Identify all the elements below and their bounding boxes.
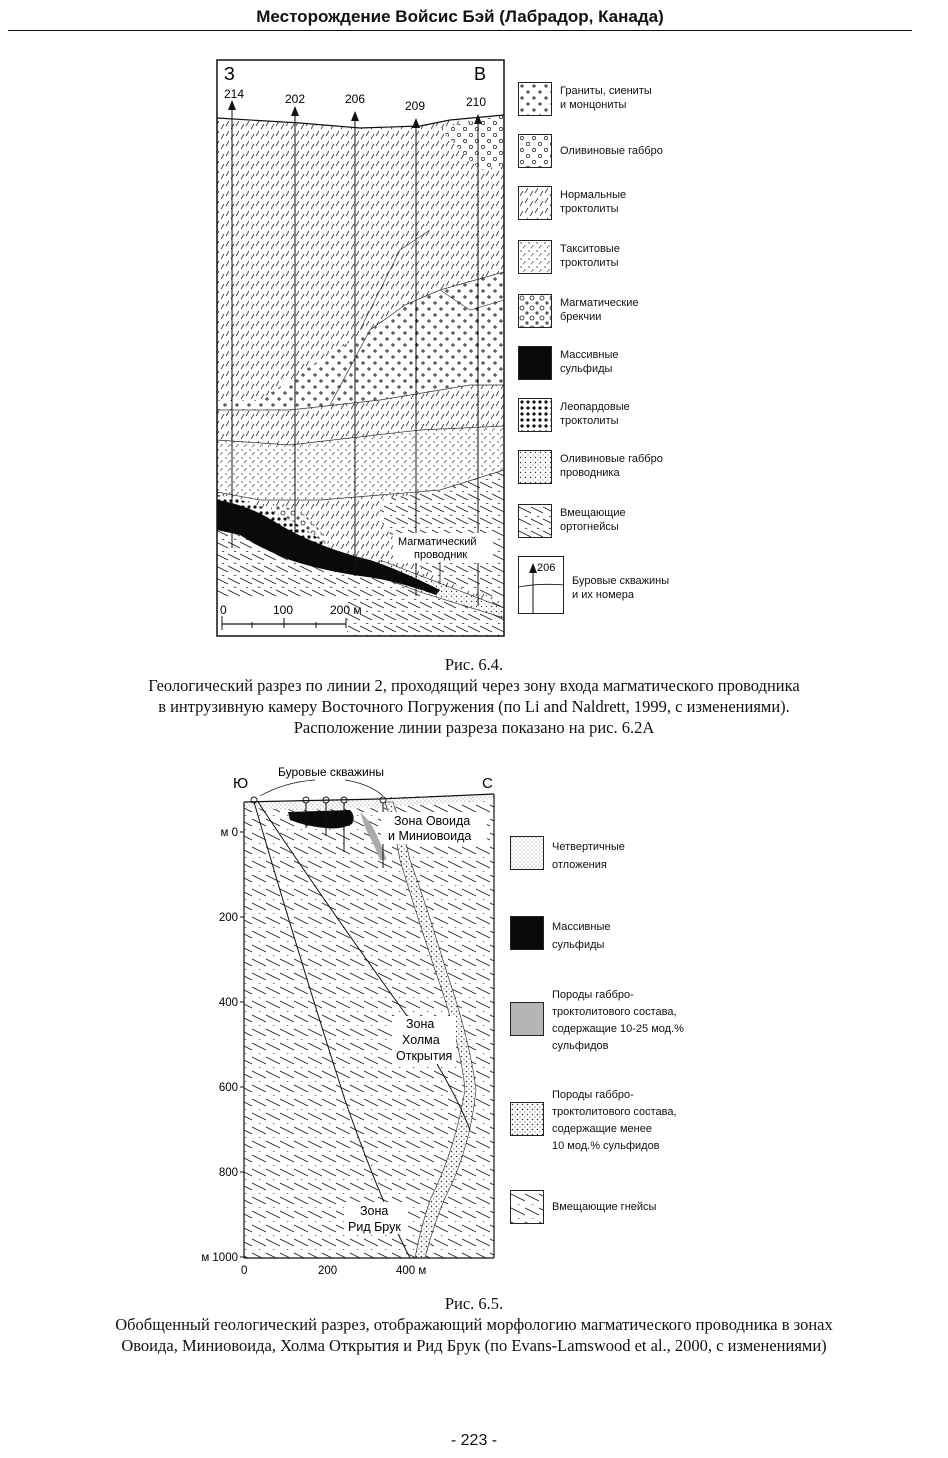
distance-label: 200: [318, 1265, 338, 1277]
depth-label: 600: [218, 1082, 238, 1094]
scale-label: 0: [220, 603, 227, 617]
fig2-legend: Четвертичные отложения Массивные сульфиды Породы габбро- троктолитового состава, содержащие 10-25 мод.% сульфидов Породы габбро- троктолитового состава, содержащие менее 10 мод.% сульфидов Вмещающие гнейсы: [510, 836, 750, 1236]
normal-swatch: [518, 186, 552, 220]
zone-ovoid-label: и Миниовоида: [388, 829, 472, 843]
zone-reid-label: Зона: [360, 1204, 389, 1218]
taxitic-swatch: [518, 240, 552, 274]
well-swatch: [518, 556, 564, 614]
caption-line: Обобщенный геологический разрез, отображающий морфологию магматического проводника в зонах: [115, 1315, 833, 1334]
fig2-north-label: С: [482, 775, 493, 792]
caption-line: в интрузивную камеру Восточного Погружения (по Li and Naldrett, 1999, с изменениями).: [158, 697, 790, 716]
gneiss-swatch-2: [510, 1190, 544, 1224]
breccia-swatch: [518, 294, 552, 328]
gneiss-swatch: [518, 504, 552, 538]
caption-number: Рис. 6.4.: [444, 655, 504, 674]
scale-label: 200 м: [330, 603, 362, 617]
olivine-swatch: [518, 134, 552, 168]
conduit-label: проводник: [414, 549, 468, 561]
zone-ovoid-label: Зона Овоида: [394, 814, 471, 828]
quaternary-swatch: [510, 836, 544, 870]
massive-swatch: [518, 346, 552, 380]
figure-6-4-cross-section: [0, 0, 948, 650]
caption-line: Геологический разрез по линии 2, проходящий через зону входа магматического проводника: [148, 676, 800, 695]
depth-label: 400: [218, 997, 238, 1009]
scale-label: 100: [273, 603, 294, 617]
zone-hill-label: Холма: [402, 1033, 440, 1047]
fig1-well-number: 214: [224, 87, 245, 101]
leopard-swatch: [518, 398, 552, 432]
distance-label: 0: [241, 1265, 248, 1277]
fig2-south-label: Ю: [233, 775, 249, 792]
figure-6-5-caption: [0, 1293, 948, 1356]
depth-label: м 1000: [201, 1252, 238, 1264]
dotted-swatch: [510, 1102, 544, 1136]
fig1-well-number: 206: [345, 92, 366, 106]
depth-label: 200: [218, 912, 238, 924]
caption-number: Рис. 6.5.: [444, 1294, 504, 1313]
zone-reid-label: Рид Брук: [348, 1220, 401, 1234]
fig1-well-number: 202: [285, 92, 306, 106]
depth-label: м 0: [220, 827, 238, 839]
figure-6-4-caption: [0, 654, 948, 738]
caption-line: Расположение линии разреза показано на рис. 6.2А: [293, 718, 655, 737]
svg-text:206: 206: [537, 562, 556, 574]
running-header: Месторождение Войсис Бэй (Лабрадор, Канада): [8, 6, 912, 31]
zone-hill-label: Открытия: [396, 1049, 453, 1063]
page-number: - 223 -: [450, 1432, 498, 1449]
fig1-west-label: З: [224, 64, 235, 84]
fig2-wells-label: Буровые скважины: [278, 765, 384, 779]
fig1-well-number: 210: [466, 95, 487, 109]
distance-label: 400 м: [396, 1265, 427, 1277]
figure-6-5-cross-section: [0, 760, 948, 1280]
massive-swatch-2: [510, 916, 544, 950]
fig1-legend: Граниты, сиениты и монцониты Оливиновые габбро Нормальные троктолиты Такситовые троктолиты Магматические брекчии Массивные сульфиды Леопардовые троктолиты Оливиновые габбро проводника Вмещающие ортогнейсы 206 Буровые скважины и их номера: [518, 82, 748, 632]
depth-label: 800: [218, 1167, 238, 1179]
caption-line: Овоида, Миниовоида, Холма Открытия и Рид Брук (по Evans-Lamswood et al., 2000, с изменениями): [121, 1336, 827, 1355]
conduit-swatch: [518, 450, 552, 484]
zone-hill-label: Зона: [406, 1017, 435, 1031]
fig1-well-number: 209: [405, 99, 426, 113]
granite-swatch: [518, 82, 552, 116]
fig1-east-label: В: [474, 64, 487, 84]
conduit-label: Магматический: [398, 536, 477, 548]
gray-swatch: [510, 1002, 544, 1036]
